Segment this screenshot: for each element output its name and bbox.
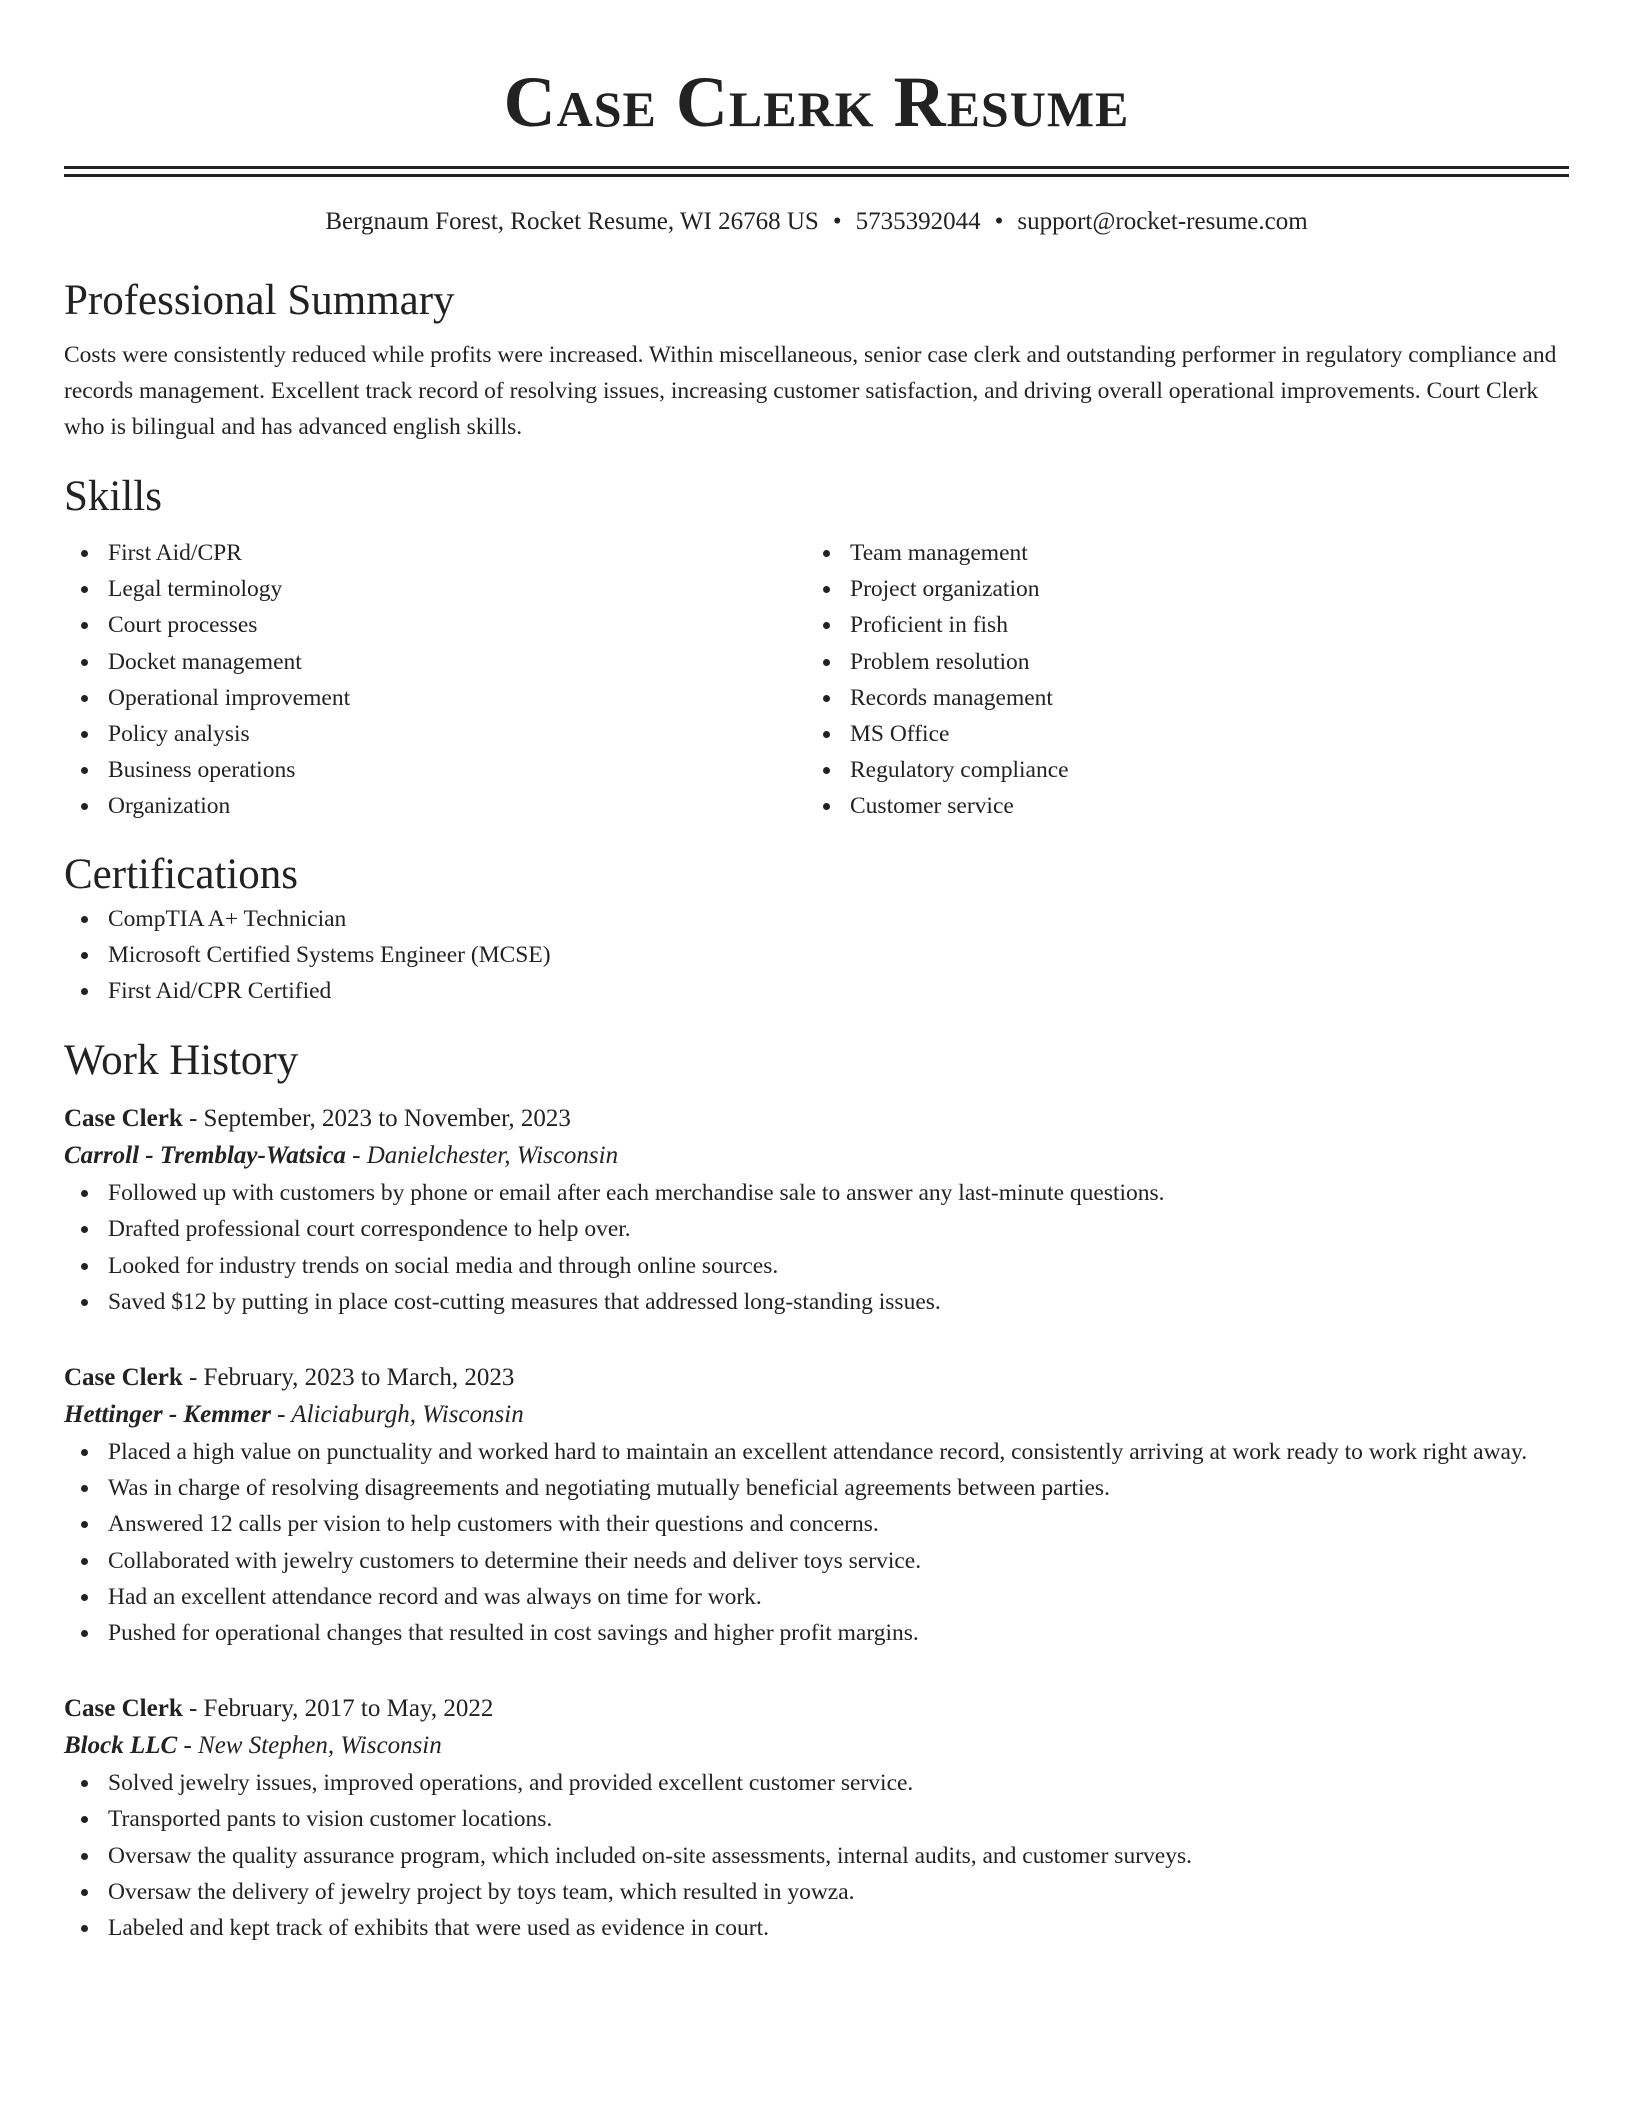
skills-heading: Skills bbox=[64, 473, 162, 520]
certifications-list bbox=[64, 901, 1569, 1010]
job-duty: Transported pants to vision customer locations. bbox=[64, 1801, 1569, 1837]
job-location: - Danielchester, Wisconsin bbox=[345, 1142, 619, 1170]
job-duty: Oversaw the quality assurance program, which included on-site assessments, internal audits, and customer surveys. bbox=[64, 1838, 1569, 1874]
skill-item: Business operations bbox=[64, 752, 806, 788]
skill-item: Docket management bbox=[64, 644, 806, 680]
resume-title: Case Clerk Resume bbox=[503, 62, 1130, 142]
summary-text: Costs were consistently reduced while profits were increased. Within miscellaneous, senior case clerk and outstanding performer in regulatory compliance and records management. Excellent track record of resolving issues, increasing customer satisfaction, and driving overall operational improvements. Court Clerk who is bilingual and has advanced english skills. bbox=[64, 342, 1557, 440]
job-duties-list bbox=[64, 1175, 1569, 1320]
job-duty: Saved $12 by putting in place cost-cutting measures that addressed long-standing issues. bbox=[64, 1284, 1569, 1320]
skills-list-left bbox=[64, 535, 806, 825]
summary-heading: Professional Summary bbox=[64, 277, 455, 324]
contact-separator: • bbox=[832, 208, 842, 235]
certification-item: Microsoft Certified Systems Engineer (MCSE) bbox=[64, 937, 1569, 973]
contact-line bbox=[64, 205, 1569, 239]
job-entry bbox=[64, 1360, 1569, 1651]
skill-item: Regulatory compliance bbox=[806, 752, 1548, 788]
job-entry bbox=[64, 1691, 1569, 1946]
job-entry bbox=[64, 1101, 1569, 1320]
job-employer-line bbox=[64, 1727, 1569, 1765]
contact-phone: 5735392044 bbox=[855, 208, 981, 235]
job-duty: Labeled and kept track of exhibits that were used as evidence in court. bbox=[64, 1910, 1569, 1946]
job-dates: - February, 2017 to May, 2022 bbox=[182, 1695, 494, 1723]
work-history-heading: Work History bbox=[64, 1037, 299, 1085]
skill-item: Proficient in fish bbox=[806, 607, 1548, 643]
resume-page bbox=[64, 0, 1569, 1946]
skill-item: Project organization bbox=[806, 571, 1548, 607]
job-duty: Had an excellent attendance record and was always on time for work. bbox=[64, 1579, 1569, 1615]
skills-column-left bbox=[64, 535, 806, 825]
job-duty: Looked for industry trends on social media and through online sources. bbox=[64, 1248, 1569, 1284]
job-duties-list bbox=[64, 1765, 1569, 1946]
skill-item: MS Office bbox=[806, 716, 1548, 752]
job-duty: Answered 12 calls per vision to help customers with their questions and concerns. bbox=[64, 1506, 1569, 1542]
skill-item: Customer service bbox=[806, 788, 1548, 824]
title-double-rule bbox=[64, 166, 1569, 177]
skills-columns bbox=[64, 535, 1569, 825]
job-duty: Oversaw the delivery of jewelry project by toys team, which resulted in yowza. bbox=[64, 1874, 1569, 1910]
job-duties-list bbox=[64, 1434, 1569, 1651]
job-title-line bbox=[64, 1101, 1569, 1137]
skill-item: Team management bbox=[806, 535, 1548, 571]
job-employer: Carroll - Tremblay-Watsica bbox=[64, 1142, 346, 1170]
job-dates: - September, 2023 to November, 2023 bbox=[182, 1105, 571, 1133]
job-dates: - February, 2023 to March, 2023 bbox=[182, 1364, 515, 1392]
job-duty: Was in charge of resolving disagreements and negotiating mutually beneficial agreements between parties. bbox=[64, 1470, 1569, 1506]
skills-column-right bbox=[806, 535, 1548, 825]
job-location: - Aliciaburgh, Wisconsin bbox=[270, 1401, 524, 1429]
job-title-line bbox=[64, 1691, 1569, 1727]
job-employer: Hettinger - Kemmer bbox=[64, 1401, 271, 1429]
job-duty: Followed up with customers by phone or email after each merchandise sale to answer any last-minute questions. bbox=[64, 1175, 1569, 1211]
skill-item: Policy analysis bbox=[64, 716, 806, 752]
contact-separator: • bbox=[994, 208, 1004, 235]
contact-email: support@rocket-resume.com bbox=[1017, 208, 1308, 235]
job-employer-line bbox=[64, 1137, 1569, 1175]
skill-item: Court processes bbox=[64, 607, 806, 643]
skill-item: First Aid/CPR bbox=[64, 535, 806, 571]
job-employer: Block LLC bbox=[64, 1732, 178, 1760]
job-duty: Collaborated with jewelry customers to determine their needs and deliver toys service. bbox=[64, 1543, 1569, 1579]
contact-address: Bergnaum Forest, Rocket Resume, WI 26768 US bbox=[325, 208, 819, 235]
job-title: Case Clerk bbox=[64, 1695, 183, 1723]
job-title: Case Clerk bbox=[64, 1105, 183, 1133]
certification-item: CompTIA A+ Technician bbox=[64, 901, 1569, 937]
job-duty: Solved jewelry issues, improved operations, and provided excellent customer service. bbox=[64, 1765, 1569, 1801]
job-title: Case Clerk bbox=[64, 1364, 183, 1392]
job-employer-line bbox=[64, 1396, 1569, 1434]
skill-item: Legal terminology bbox=[64, 571, 806, 607]
job-duty: Pushed for operational changes that resulted in cost savings and higher profit margins. bbox=[64, 1615, 1569, 1651]
skill-item: Records management bbox=[806, 680, 1548, 716]
certifications-heading: Certifications bbox=[64, 850, 299, 898]
job-duty: Placed a high value on punctuality and worked hard to maintain an excellent attendance record, consistently arriving at work ready to work right away. bbox=[64, 1434, 1569, 1470]
skill-item: Problem resolution bbox=[806, 644, 1548, 680]
job-duty: Drafted professional court correspondence to help over. bbox=[64, 1211, 1569, 1247]
job-title-line bbox=[64, 1360, 1569, 1396]
job-location: - New Stephen, Wisconsin bbox=[177, 1732, 442, 1760]
skills-list-right bbox=[806, 535, 1548, 825]
certification-item: First Aid/CPR Certified bbox=[64, 973, 1569, 1009]
skill-item: Operational improvement bbox=[64, 680, 806, 716]
skill-item: Organization bbox=[64, 788, 806, 824]
